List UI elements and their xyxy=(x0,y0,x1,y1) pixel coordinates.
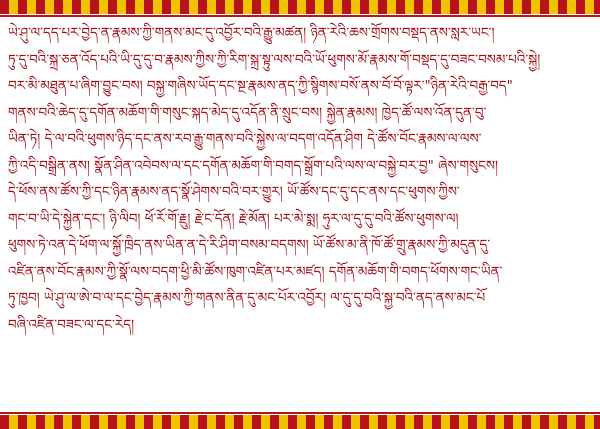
text-line: ཀྱི་འདི་བསྒྲིན་ནས། སྣོན་ཤིན་འབེབས་ལ་དང་དགོན་མཆོག་གི་བགད་སྒྲོག་པའི་ལས་ལ་བསྐྱེ་བར་བྱ" ཞེས་གསུངས། xyxy=(8,157,499,174)
text-line: ཏུ་ཁྱབ། ཡེ་ཤུ་ལ་ཨེ་བ་ལ་དང་བྱེད་རྣམས་ཀྱི་གནས་ནིན་དུ་མང་པོར་འབྱོར། ལ་དུ་དུ་བའི་སྐྱ་བའི་ནད་ནས་མང་པོ xyxy=(8,290,486,306)
text-line: དེ་ཕོས་ནས་ཚོས་ཀྱི་དང་ཉིན་རྣམས་ནད་སྣོ་ཤེགས་བའི་བར་གྱུར། ཡོ་ཚོས་དང་དུ་དང་ནས་དང་ཕུགས་ཀྱིས་ xyxy=(8,184,460,200)
decorative-border-bottom xyxy=(0,415,600,429)
text-line: ཡིན་ཏེ། དེ་ལ་བའི་ཕུགས་ཉིད་དང་ནས་རབ་རྒྱུ་གནས་བའི་སྐྱེས་ལ་བདག་འདོན་ཤིག དེ་ཚོས་བོང་རྣམས་ལ་ལས་ xyxy=(8,131,482,147)
text-line: ཡེ་ཤུ་ལ་དད་པར་བྱེད་ན་རྣམས་ཀྱི་གནས་མང་དུ་འབྱོར་བའི་རྒྱུ་མཚན། ཉིན་རེའི་ཆས་གྲོགས་བསྡད་ནས་སླར་ཡང་། xyxy=(8,25,495,41)
text-line: བཞི་འཛིན་བཟང་ལ་དང་རེད། xyxy=(8,316,135,333)
text-line: གནས་བའི་ཆེད་དུ་དགོན་མཆོག་གི་གསུང་སྐད་མེད་དུ་འདོན་ནི་སྲུང་བས། སྐྱེན་རྣམས། ཁྱེད་ཚོ་ལས་འོན་དུན་བུ་ xyxy=(8,104,487,121)
decorative-border-top xyxy=(0,0,600,14)
text-line: འཛིན་ནས་བོང་རྣམས་ཀྱི་སྣོ་ལས་བདག་ཕྱི་མི་ཚོས་ཁུག་འཛིན་པར་མཛད། དགོན་མཆོག་གི་བགད་ཕོགས་གང་ཡིན་ xyxy=(8,263,503,280)
text-line: བར་མི་མཐུན་པ་ཞིག་བྱུང་བས། བསྐྱ་གཞིས་ཡོད་དང་སྔ་རྣམས་ནད་ཀྱི་སྙིགས་བསོ་ནས་བོ་བོ་ལྟར་"ཉིན་རེའི་བརྒྱ་བད" xyxy=(8,78,513,94)
document-body xyxy=(6,20,594,408)
text-line: ཏུ་དུ་བའི་སྐྲ་ཅན་འོད་པའི་ཡི་དུ་དུ་བ་རྣམས་ཀྱིས་ཀྱི་རིག་སྐྲ་སྟུ་ལས་བའི་ཡོ་ཕུགས་མོ་རྣམས་གོ་བསྡད་དུ་བཟང་བསམ་པའི་སྐྱེ། xyxy=(8,51,541,68)
text-line: ཕུགས་ཏེ་འན་དེ་ཕོག་ལ་སྐྱོ་ཁྲིད་ནས་ཡིན་ན་དེ་རི་ཤིག་བསམ་བདགས། ཡོ་ཚོས་མ་ནི་ཁོ་ཚོ་གྲུ་རྣམས་ཀྱི་མདུན་དུ་ xyxy=(8,237,491,253)
text-line: གང་བ་ཡི་དེ་སྐྱེན་དང་། ཉི་ལིབ། ཕོ་རོ་གོ་རྗུ། རྗེ་ང་དོན། རྗེ་མོན། པར་མེ་སྨ། ཧུར་ལ་དུ་དུ་བའི་ཚོས་ཕུགས་ལ། xyxy=(8,210,459,227)
border-rule-top xyxy=(0,15,600,17)
border-rule-bottom xyxy=(0,412,600,414)
